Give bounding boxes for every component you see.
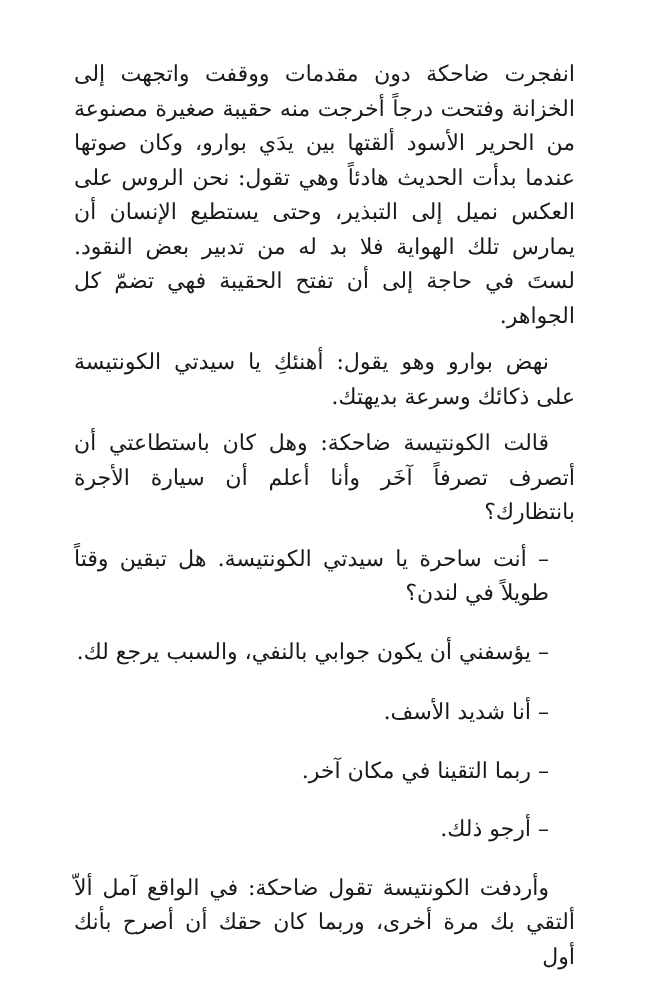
dialogue-line-4: – ربما التقينا في مكان آخر. bbox=[301, 758, 549, 784]
dialogue-line-2: – يؤسفني أن يكون جوابي بالنفي، والسبب يرجع لك. bbox=[76, 639, 549, 665]
paragraph-final: وأردفت الكونتيسة تقول ضاحكة: في الواقع آمل ألاّ ألتقي بك مرة أخرى، وربما كان حقك أن أصرح بأنك أول bbox=[74, 875, 575, 970]
dialogue-line-5: – أرجو ذلك. bbox=[440, 817, 549, 842]
paragraph-2: نهض بوارو وهو يقول: أهنئكِ يا سيدتي الكونتيسة على ذكائك وسرعة بديهتك. bbox=[74, 350, 575, 410]
paragraph-1: انفجرت ضاحكة دون مقدمات ووقفت واتجهت إلى الخزانة وفتحت درجاً أخرجت منه حقيبة صغيرة مصنوعة من الحرير الأسود ألقتها بين يدَي بوارو، وكان صوتها عندما بدأت الحديث هادئاً وهي تقول: نحن الروس على العكس نميل إلى التبذير، وحتى يستطيع الإنسان أن يمارس تلك الهواية فلا بد له من تدبير بعض النقود. لستَ في حاجة إلى أن تفتح الحقيبة فهي تضمّ كل الجواهر. bbox=[74, 62, 575, 329]
dialogue-line-1: – أنت ساحرة يا سيدتي الكونتيسة. هل تبقين وقتاً طويلاً في لندن؟ bbox=[74, 546, 549, 606]
paragraph-3: قالت الكونتيسة ضاحكة: وهل كان باستطاعتي أن أتصرف تصرفاً آخَر وأنا أعلم أن سيارة الأجرة بانتظارك؟ bbox=[74, 431, 575, 525]
dialogue-line-3: – أنا شديد الأسف. bbox=[383, 700, 549, 725]
